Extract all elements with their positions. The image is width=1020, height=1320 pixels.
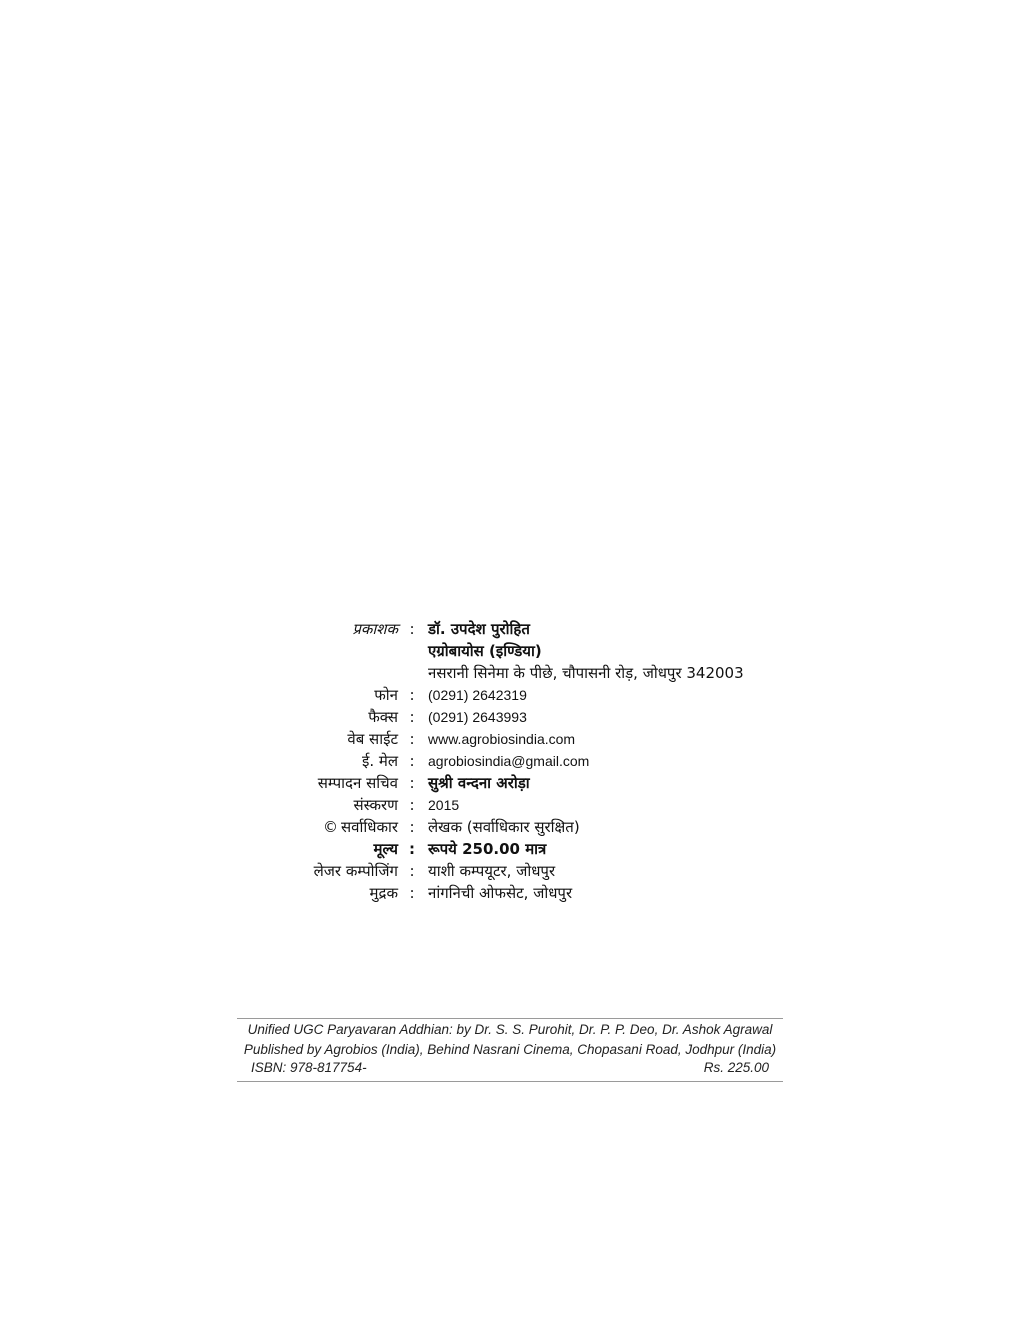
isbn-text: ISBN: 978-817754- (251, 1060, 367, 1075)
email-link[interactable]: agrobiosindia@gmail.com (428, 753, 590, 769)
fax-colon: : (409, 708, 415, 726)
printer-colon: : (409, 884, 415, 902)
copyright-icon: © (322, 818, 338, 836)
edition-colon: : (409, 796, 415, 814)
price-value: रूपये 250.00 मात्र (428, 840, 547, 858)
editor-colon: : (409, 774, 415, 792)
citation-price: Rs. 225.00 (703, 1060, 769, 1075)
laser-composing-value: याशी कम्पयूटर, जोधपुर (428, 862, 556, 880)
publisher-company: एग्रोबायोस (इण्डिया) (428, 642, 542, 660)
citation-publisher-line: Published by Agrobios (India), Behind Nasrani Cinema, Chopasani Road, Jodhpur (India) (243, 1042, 777, 1057)
editor-prefix: सुश्री (428, 774, 453, 792)
copyright-value: लेखक (सर्वाधिकार सुरक्षित) (428, 818, 580, 836)
price-colon: : (409, 840, 415, 858)
phone-value: (0291) 2642319 (428, 687, 527, 703)
copyright-label: सर्वाधिकार (340, 818, 398, 836)
website-link[interactable]: www.agrobiosindia.com (428, 731, 576, 747)
publisher-address-row (0, 662, 1020, 684)
fax-row (0, 706, 1020, 728)
phone-colon: : (409, 686, 415, 704)
laser-composing-colon: : (409, 862, 415, 880)
publisher-row (0, 618, 1020, 640)
copyright-label-group (323, 816, 398, 838)
phone-label: फोन (374, 686, 398, 704)
imprint-block (0, 618, 1020, 904)
fax-label: फैक्स (368, 708, 398, 726)
copyright-colon: : (409, 818, 415, 836)
copyright-row (0, 816, 1020, 838)
editor-label: सम्पादन सचिव (317, 774, 398, 792)
website-label: वेब साईट (347, 730, 398, 748)
website-row (0, 728, 1020, 750)
publisher-address: नसरानी सिनेमा के पीछे, चौपासनी रोड़, जोधपुर 342003 (428, 664, 744, 682)
publisher-colon: : (409, 620, 415, 638)
laser-composing-label: लेजर कम्पोजिंग (313, 862, 398, 880)
phone-row (0, 684, 1020, 706)
citation-box (237, 1018, 783, 1082)
email-colon: : (409, 752, 415, 770)
fax-value: (0291) 2643993 (428, 709, 527, 725)
publisher-label: प्रकाशक (352, 620, 398, 638)
editor-row (0, 772, 1020, 794)
publisher-company-row (0, 640, 1020, 662)
editor-name: वन्दना अरोड़ा (457, 774, 530, 792)
printer-row (0, 882, 1020, 904)
printer-label: मुद्रक (369, 884, 398, 902)
email-row (0, 750, 1020, 772)
edition-label: संस्करण (353, 796, 398, 814)
email-label: ई. मेल (361, 752, 398, 770)
edition-value: 2015 (428, 797, 460, 813)
price-row (0, 838, 1020, 860)
edition-row (0, 794, 1020, 816)
publisher-name: डॉ. उपदेश पुरोहित (428, 620, 530, 638)
website-colon: : (409, 730, 415, 748)
editor-value (428, 772, 530, 794)
laser-composing-row (0, 860, 1020, 882)
printer-value: नांगनिची ओफसेट, जोधपुर (428, 884, 573, 902)
price-label: मूल्य (373, 840, 398, 858)
citation-title-line: Unified UGC Paryavaran Addhian: by Dr. S. S. Purohit, Dr. P. P. Deo, Dr. Ashok Agrawal (247, 1022, 773, 1037)
